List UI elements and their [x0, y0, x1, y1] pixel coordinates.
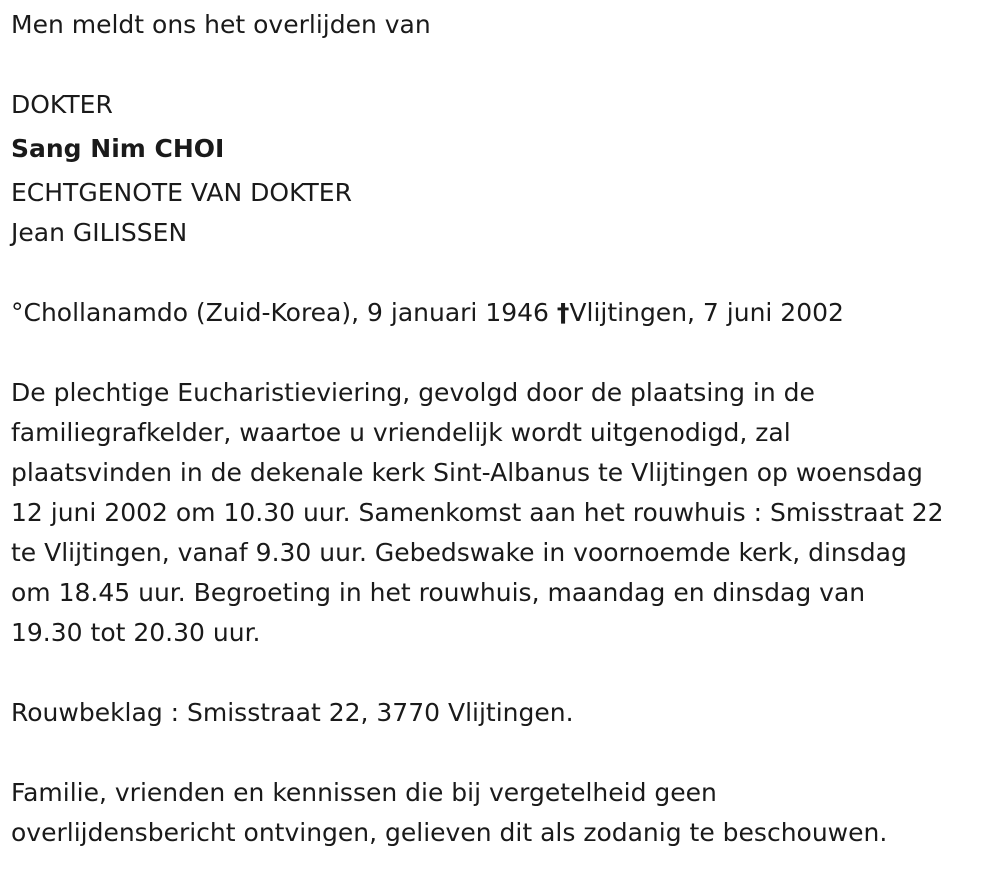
spacer: [11, 333, 996, 373]
deceased-name: Sang Nim CHOI: [11, 134, 225, 163]
condolences-address: Rouwbeklag : Smisstraat 22, 3770 Vlijtingen.: [11, 698, 574, 727]
ceremony-line: 12 juni 2002 om 10.30 uur. Samenkomst aan het rouwhuis : Smisstraat 22: [11, 498, 944, 527]
spacer: [11, 253, 996, 293]
spacer: [11, 653, 996, 693]
closing-paragraph: [11, 773, 996, 853]
death-notice: [11, 5, 996, 853]
spouse-name: Jean GILISSEN: [11, 218, 188, 247]
ceremony-line: familiegrafkelder, waartoe u vriendelijk wordt uitgenodigd, zal: [11, 418, 791, 447]
ceremony-line: plaatsvinden in de dekenale kerk Sint-Albanus te Vlijtingen op woensdag: [11, 458, 923, 487]
closing-line: overlijdensbericht ontvingen, gelieven dit als zodanig te beschouwen.: [11, 818, 888, 847]
closing-line: Familie, vrienden en kennissen die bij vergetelheid geen: [11, 778, 717, 807]
ceremony-line: te Vlijtingen, vanaf 9.30 uur. Gebedswake in voornoemde kerk, dinsdag: [11, 538, 907, 567]
spacer: [11, 45, 996, 85]
birth-text: °Chollanamdo (Zuid-Korea), 9 januari 1946: [11, 298, 549, 327]
birth-death-line: [11, 293, 996, 333]
ceremony-line: 19.30 tot 20.30 uur.: [11, 618, 261, 647]
intro-text: Men meldt ons het overlijden van: [11, 10, 431, 39]
ceremony-paragraph: [11, 373, 996, 653]
ceremony-line: De plechtige Eucharistieviering, gevolgd door de plaatsing in de: [11, 378, 815, 407]
death-cross-icon: †: [556, 298, 570, 327]
spacer: [11, 733, 996, 773]
relation-text: ECHTGENOTE VAN DOKTER: [11, 178, 352, 207]
title-prefix: DOKTER: [11, 90, 113, 119]
ceremony-line: om 18.45 uur. Begroeting in het rouwhuis, maandag en dinsdag van: [11, 578, 866, 607]
death-text: Vlijtingen, 7 juni 2002: [569, 298, 844, 327]
